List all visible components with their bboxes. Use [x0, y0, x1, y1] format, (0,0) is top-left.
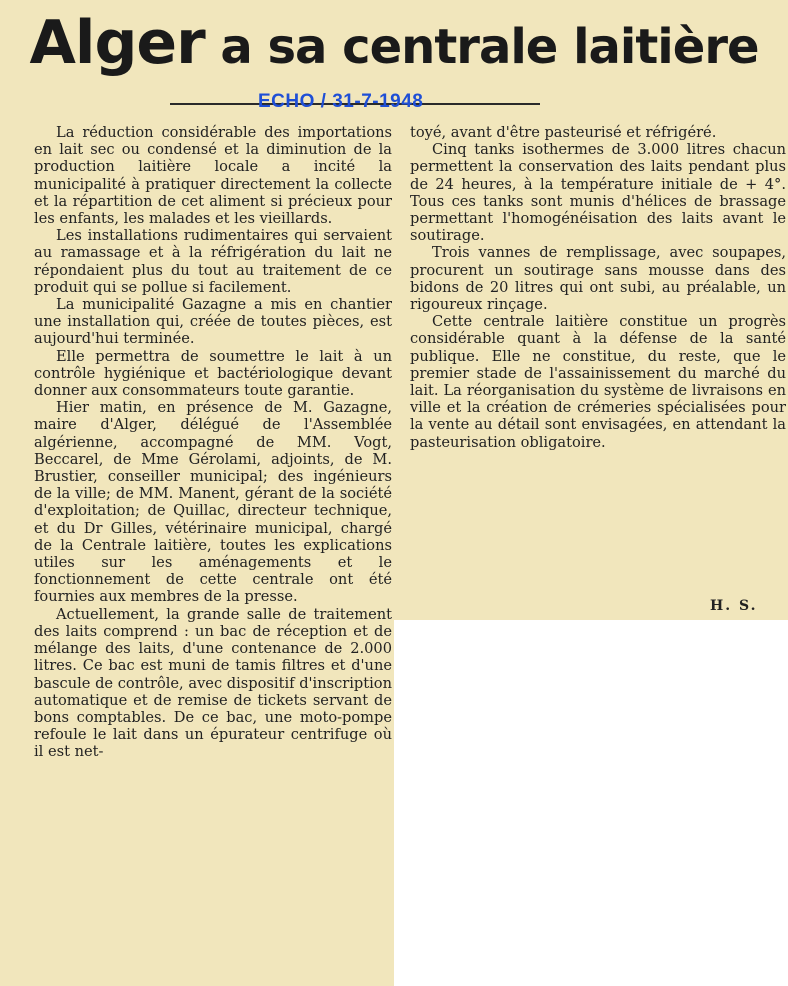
article-column-left [34, 124, 392, 761]
author-signature: H. S. [710, 598, 758, 614]
paragraph: Elle permettra de soumettre le lait à un contrôle hygiénique et bactériologique devant donner aux consommateurs toute garantie. [34, 347, 392, 400]
paragraph: Hier matin, en présence de M. Gazagne, maire d'Alger, délégué de l'Assemblée algérienne, accompagné de MM. Vogt, Beccarel, de Mme Gérolami, adjoints, de M. Brustier, conseiller municipal; des ingénieurs de la ville; de MM. Manent, gérant de la société d'exploitation; de Quillac, directeur technique, et du Dr Gilles, vétérinaire municipal, chargé de la Centrale laitière, toutes les explications utiles sur les aménagements et le fonctionnement de cette centrale ont été fournies aux membres de la presse. [34, 399, 392, 606]
headline-main-word: Alger [29, 8, 205, 78]
paragraph: La réduction considérable des importations en lait sec ou condensé et la diminution de la production laitière locale a incité la municipalité à pratiquer directement la collecte et la répartition de cet aliment si précieux pour les enfants, les malades et les vieillards. [34, 124, 392, 228]
source-date-stamp: ECHO / 31-7-1948 [258, 91, 424, 112]
paragraph: La municipalité Gazagne a mis en chantier une installation qui, créée de toutes pièces, est aujourd'hui terminée. [34, 296, 392, 348]
article-column-right [410, 124, 786, 451]
paragraph: Trois vannes de remplissage, avec soupapes, procurent un soutirage sans mousse dans des bidons de 20 litres qui ont subi, au préalable, un rigoureux rinçage. [410, 244, 786, 314]
article-headline [0, 8, 788, 78]
paragraph: Actuellement, la grande salle de traitement des laits comprend : un bac de réception et de mélange des laits, d'une contenance de 2.000 litres. Ce bac est muni de tamis filtres et d'une bascule de contrôle, avec dispositif d'inscription automatique et de remise de tickets servant de bons comptables. De ce bac, une moto-pompe refoule le lait dans un épurateur centrifuge où il est net- [34, 605, 392, 761]
paragraph: Cette centrale laitière constitue un progrès considérable quant à la défense de la santé publique. Elle ne constitue, du reste, que le premier stade de l'assainissement du marché du lait. La réorganisation du système de livraisons en ville et la création de crémeries spécialisées pour la vente au détail sont envisagées, en attendant la pasteurisation obligatoire. [410, 313, 786, 451]
paragraph: Cinq tanks isothermes de 3.000 litres chacun permettent la conservation des laits pendant plus de 24 heures, à la température initiale de + 4°. Tous ces tanks sont munis d'hélices de brassage permettant l'homogénéisation des laits avant le soutirage. [410, 141, 786, 245]
paragraph: Les installations rudimentaires qui servaient au ramassage et à la réfrigération du lait ne répondaient plus du tout au traitement de ce produit qui se pollue si facilement. [34, 227, 392, 296]
headline-rest: a sa centrale laitière [204, 19, 759, 75]
paragraph-continuation: toyé, avant d'être pasteurisé et réfrigéré. [410, 124, 717, 141]
